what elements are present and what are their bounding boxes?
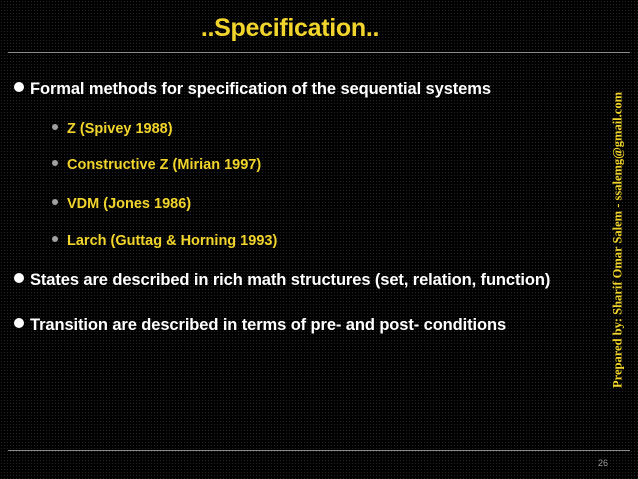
bullet-dot-icon bbox=[14, 318, 24, 328]
subbullet-dot-icon bbox=[52, 236, 58, 242]
top-divider bbox=[8, 52, 630, 53]
subbullet-dot-icon bbox=[52, 160, 58, 166]
page-number: 26 bbox=[597, 458, 608, 468]
slide-title: ..Specification.. bbox=[200, 14, 380, 42]
bullet-text: Transition are described in terms of pre- and post- conditions bbox=[30, 316, 507, 334]
author-credit bbox=[605, 52, 631, 428]
subbullet-dot-icon bbox=[52, 124, 58, 130]
subbullet-vdm bbox=[52, 196, 191, 212]
bullet-states bbox=[14, 271, 550, 290]
subbullet-constructive-z bbox=[52, 157, 261, 173]
subbullet-larch bbox=[52, 233, 277, 249]
subbullet-z bbox=[52, 121, 173, 137]
bullet-text: States are described in rich math structures (set, relation, function) bbox=[30, 271, 551, 289]
subbullet-text: Larch (Guttag & Horning 1993) bbox=[67, 233, 278, 249]
subbullet-text: Z (Spivey 1988) bbox=[67, 121, 173, 137]
bullet-dot-icon bbox=[14, 82, 24, 92]
bullet-dot-icon bbox=[14, 273, 24, 283]
bottom-divider bbox=[8, 450, 630, 451]
subbullet-text: VDM (Jones 1986) bbox=[67, 196, 192, 212]
subbullet-dot-icon bbox=[52, 199, 58, 205]
bullet-text: Formal methods for specification of the sequential systems bbox=[30, 80, 491, 98]
bullet-formal-methods bbox=[14, 80, 491, 99]
subbullet-text: Constructive Z (Mirian 1997) bbox=[67, 157, 262, 173]
author-credit-text: Prepared by: Sharif Omar Salem - ssalemg@gmail.com bbox=[610, 92, 625, 388]
bullet-transition bbox=[14, 316, 506, 335]
